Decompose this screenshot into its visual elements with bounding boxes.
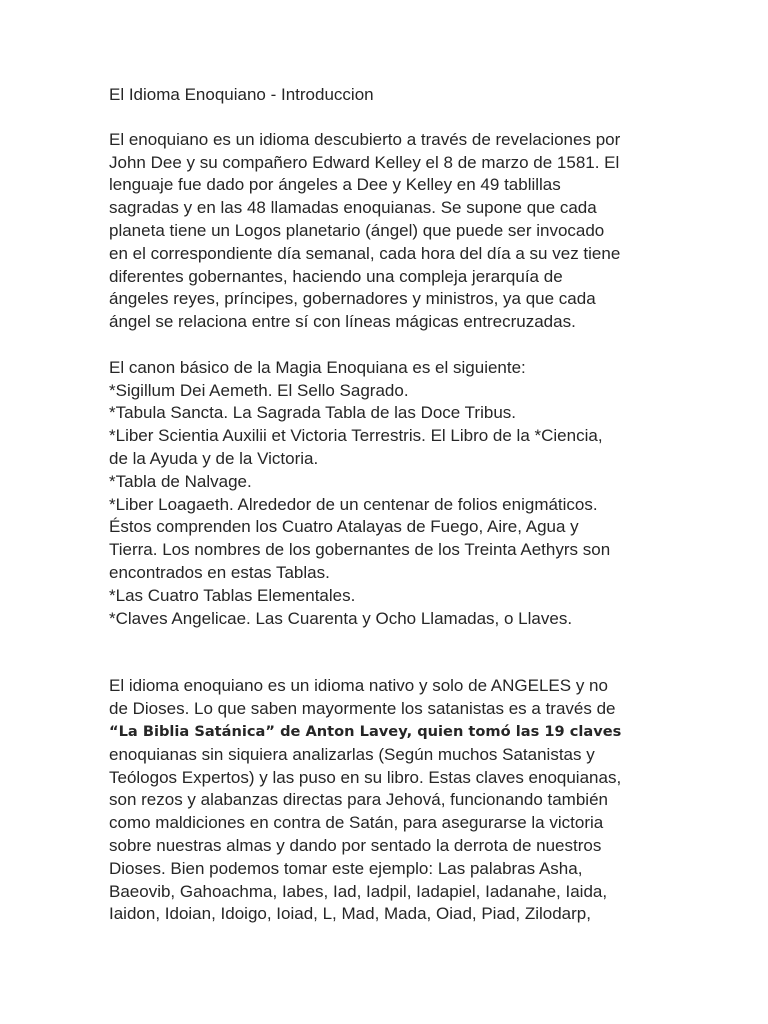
paragraph-gap xyxy=(109,334,719,357)
document-body xyxy=(109,84,719,926)
text-line: Iaidon, Idoian, Idoigo, Ioiad, L, Mad, Mada, Oiad, Piad, Zilodarp, xyxy=(109,904,591,924)
text-line: planeta tiene un Logos planetario (ángel) que puede ser invocado xyxy=(109,220,605,240)
list-item: *Liber Loagaeth. Alrededor de un centenar de folios enigmáticos. xyxy=(109,494,598,514)
paragraph-gap-large xyxy=(109,630,719,675)
list-item: *Claves Angelicae. Las Cuarenta y Ocho Llamadas, o Llaves. xyxy=(109,608,573,628)
list-item: *Las Cuatro Tablas Elementales. xyxy=(109,585,356,605)
list-item: *Liber Scientia Auxilii et Victoria Terrestris. El Libro de la *Ciencia, xyxy=(109,426,603,446)
list-item: *Tabula Sancta. La Sagrada Tabla de las Doce Tribus. xyxy=(109,403,517,423)
text-line: encontrados en estas Tablas. xyxy=(109,562,330,582)
text-line: enoquianas sin siquiera analizarlas (Según muchos Satanistas y xyxy=(109,744,595,764)
text-line: sobre nuestras almas y dando por sentado la derrota de nuestros xyxy=(109,835,602,855)
list-item: *Tabla de Nalvage. xyxy=(109,471,252,491)
text-line: como maldiciones en contra de Satán, para asegurarse la victoria xyxy=(109,813,604,833)
text-line: sagradas y en las 48 llamadas enoquianas. Se supone que cada xyxy=(109,198,597,218)
document-title: El Idioma Enoquiano - Introduccion xyxy=(109,85,374,104)
paragraph-canon-list xyxy=(109,357,719,631)
text-line: Teólogos Expertos) y las puso en su libro. Estas claves enoquianas, xyxy=(109,767,622,787)
text-line: John Dee y su compañero Edward Kelley el 8 de marzo de 1581. El xyxy=(109,152,620,172)
text-line: El enoquiano es un idioma descubierto a través de revelaciones por xyxy=(109,129,621,149)
text-line: ángel se relaciona entre sí con líneas mágicas entrecruzadas. xyxy=(109,312,576,332)
text-line: El canon básico de la Magia Enoquiana es el siguiente: xyxy=(109,357,526,377)
text-line: diferentes gobernantes, haciendo una compleja jerarquía de xyxy=(109,266,563,286)
text-line: lenguaje fue dado por ángeles a Dee y Kelley en 49 tablillas xyxy=(109,175,561,195)
paragraph-introduction xyxy=(109,129,719,334)
text-line: de Dioses. Lo que saben mayormente los satanistas es a través de xyxy=(109,699,616,719)
text-line: Éstos comprenden los Cuatro Atalayas de Fuego, Aire, Agua y xyxy=(109,517,579,537)
text-line: El idioma enoquiano es un idioma nativo y solo de ANGELES y no xyxy=(109,676,608,696)
text-line: ángeles reyes, príncipes, gobernadores y ministros, ya que cada xyxy=(109,289,596,309)
bold-text-line: “La Biblia Satánica” de Anton Lavey, quien tomó las 19 claves xyxy=(109,722,622,740)
list-item: *Sigillum Dei Aemeth. El Sello Sagrado. xyxy=(109,380,409,400)
text-line: Dioses. Bien podemos tomar este ejemplo: Las palabras Asha, xyxy=(109,858,583,878)
text-line: de la Ayuda y de la Victoria. xyxy=(109,448,319,468)
text-line: Tierra. Los nombres de los gobernantes de los Treinta Aethyrs son xyxy=(109,540,611,560)
text-line: son rezos y alabanzas directas para Jehová, funcionando también xyxy=(109,790,608,810)
text-line: Baeovib, Gahoachma, Iabes, Iad, Iadpil, Iadapiel, Iadanahe, Iaida, xyxy=(109,881,608,901)
paragraph-enochian-angels xyxy=(109,675,719,926)
text-line: en el correspondiente día semanal, cada hora del día a su vez tiene xyxy=(109,243,621,263)
